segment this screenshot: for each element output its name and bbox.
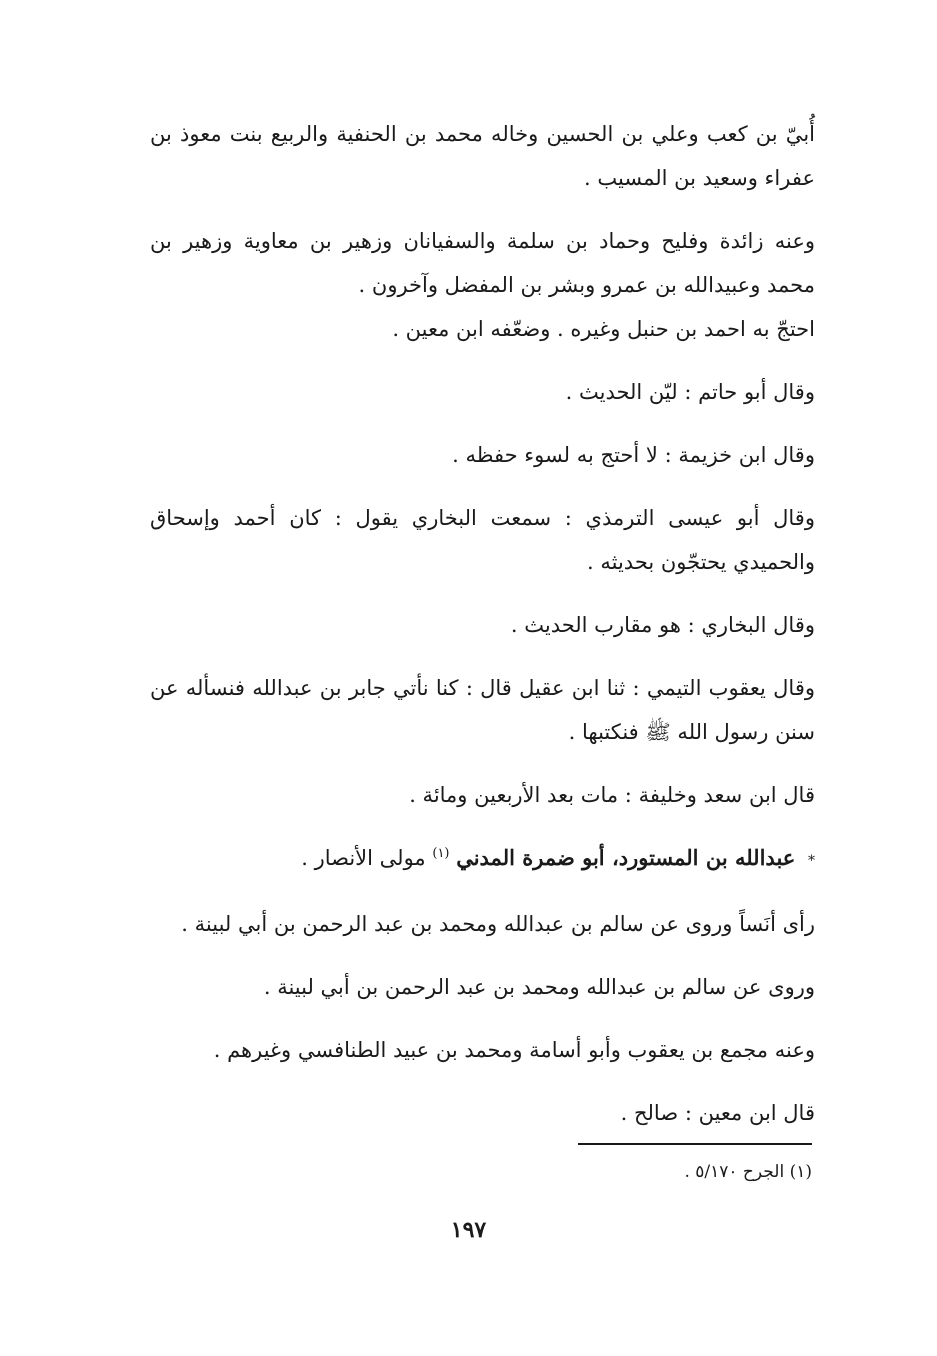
paragraph-3: احتجّ به احمد بن حنبل وغيره . وضعّفه ابن معين . — [392, 317, 815, 341]
main-text — [150, 112, 815, 1154]
entry-paragraph-2: وروى عن سالم بن عبدالله ومحمد بن عبد الرحمن بن أبي لبينة . — [263, 975, 815, 999]
paragraph-1: أُبيّ بن كعب وعلي بن الحسين وخاله محمد بن الحنفية والربيع بنت معوذ بن عفراء وسعيد بن المسيب . — [150, 122, 815, 190]
entry-paragraph-4: قال ابن معين : صالح . — [620, 1101, 815, 1125]
footnote-divider — [578, 1143, 812, 1145]
paragraph-8: وقال يعقوب التيمي : ثنا ابن عقيل قال : كنا نأتي جابر بن عبدالله فنسأله عن سنن رسول الله ﷺ فنكتبها . — [150, 676, 815, 744]
paragraph-4: وقال أبو حاتم : ليّن الحديث . — [565, 380, 815, 404]
footnote-marker: (١) — [789, 1162, 812, 1182]
entry-heading-line — [150, 836, 815, 883]
entry-description: مولى الأنصار . — [301, 846, 426, 870]
paragraph-2: وعنه زائدة وفليح وحماد بن سلمة والسفيانان وزهير بن معاوية وزهير بن محمد وعبيدالله بن عمرو وبشر بن المفضل وآخرون . — [150, 229, 815, 297]
entry-paragraph-1: رأى أنَساً وروى عن سالم بن عبدالله ومحمد بن عبد الرحمن بن أبي لبينة . — [181, 912, 815, 936]
entry-bullet: * — [808, 853, 815, 869]
footnote-text: الجرح ٥/١٧٠ . — [684, 1162, 785, 1182]
paragraph-6: وقال أبو عيسى الترمذي : سمعت البخاري يقول : كان أحمد وإسحاق والحميدي يحتجّون بحديثه . — [150, 506, 815, 574]
paragraph-9: قال ابن سعد وخليفة : مات بعد الأربعين ومائة . — [409, 783, 815, 807]
page-number: ١٩٧ — [450, 1217, 487, 1243]
paragraph-5: وقال ابن خزيمة : لا أحتج به لسوء حفظه . — [452, 443, 815, 467]
footnote-ref: (١) — [432, 846, 450, 861]
entry-name: عبدالله بن المستورد، أبو ضمرة المدني — [456, 845, 796, 870]
entry-paragraph-3: وعنه مجمع بن يعقوب وأبو أسامة ومحمد بن عبيد الطنافسي وغيرهم . — [213, 1038, 815, 1062]
footnote — [400, 1158, 812, 1186]
paragraph-7: وقال البخاري : هو مقارب الحديث . — [510, 613, 815, 637]
